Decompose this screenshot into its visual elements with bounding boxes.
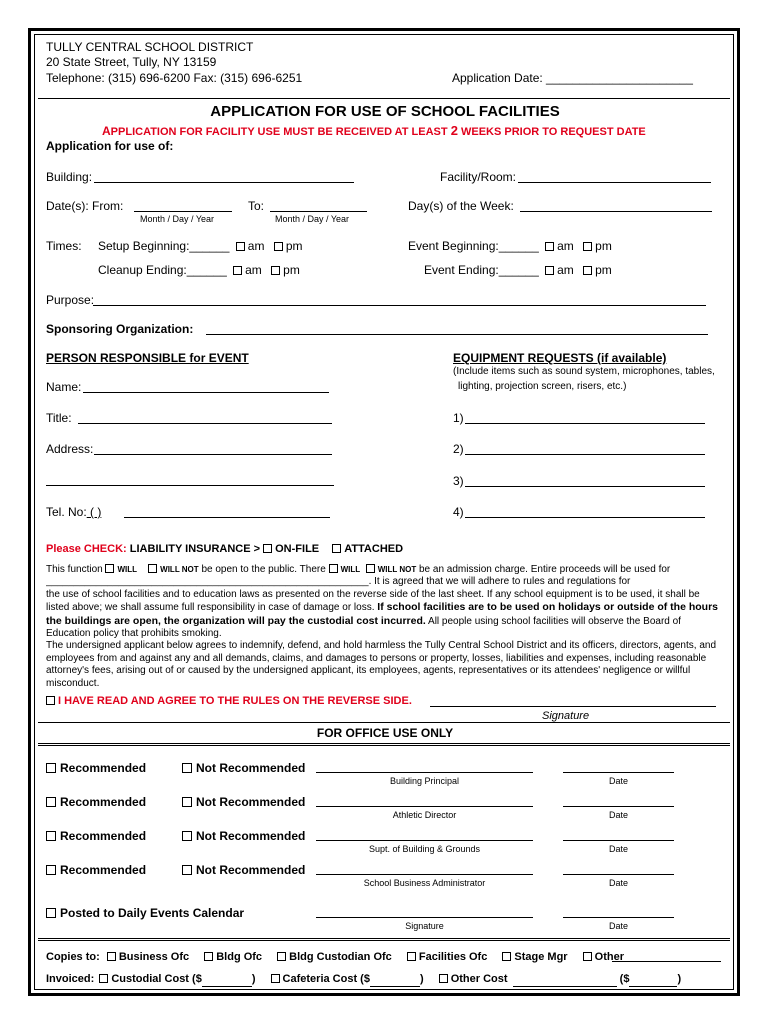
date-label-athletic-director: Date bbox=[608, 810, 628, 820]
recommended-label: Recommended bbox=[60, 795, 147, 809]
event-beginning-label: Event Beginning:______ bbox=[408, 239, 539, 253]
tel-row bbox=[46, 505, 101, 519]
cleanup-ending-row bbox=[98, 263, 300, 277]
copy-stage-mgr-checkbox[interactable] bbox=[502, 952, 511, 961]
equipment-item-3-input[interactable] bbox=[465, 486, 705, 487]
custodial-cost-input[interactable] bbox=[202, 972, 252, 987]
date-label-building-principal: Date bbox=[608, 776, 628, 786]
copy-bldg-custodian-checkbox[interactable] bbox=[277, 952, 286, 961]
recommended-option bbox=[46, 761, 146, 775]
terms-text: listed above; we shall assume full responsibility in case of damage or loss. bbox=[46, 602, 378, 614]
other-cost-label: Other Cost bbox=[450, 973, 508, 985]
pm-label: pm bbox=[283, 263, 300, 277]
cleanup-ending-label: Cleanup Ending:______ bbox=[98, 263, 227, 277]
equipment-item-4-input[interactable] bbox=[465, 517, 705, 518]
attached-checkbox[interactable] bbox=[332, 544, 341, 553]
equipment-item-2-label: 2) bbox=[453, 442, 464, 456]
tel-label: Tel. No: bbox=[46, 505, 87, 519]
will-not-open-checkbox[interactable] bbox=[148, 564, 157, 573]
please-check-colon: : bbox=[123, 543, 127, 555]
posted-row bbox=[46, 906, 244, 920]
other-cost-input[interactable] bbox=[629, 972, 677, 987]
copy-other-label: Other bbox=[594, 951, 624, 963]
purpose-label: Purpose: bbox=[46, 293, 95, 307]
agree-row bbox=[46, 694, 412, 708]
recommended-label: Recommended bbox=[60, 863, 147, 877]
event-end-pm-checkbox[interactable] bbox=[583, 266, 592, 275]
notice-number: 2 bbox=[450, 123, 458, 138]
will-label: WILL bbox=[117, 565, 138, 574]
dates-from-label: Date(s): From: bbox=[46, 199, 124, 213]
purpose-input[interactable] bbox=[93, 305, 706, 306]
invoiced-label: Invoiced: bbox=[46, 973, 95, 985]
event-ending-label: Event Ending:______ bbox=[424, 263, 539, 277]
event-ending-row bbox=[424, 263, 612, 277]
facility-room-input[interactable] bbox=[518, 182, 711, 183]
cleanup-pm-checkbox[interactable] bbox=[271, 266, 280, 275]
building-label: Building: bbox=[46, 170, 93, 184]
copy-business-ofc-checkbox[interactable] bbox=[107, 952, 116, 961]
date-line-building-principal[interactable] bbox=[563, 772, 674, 773]
copy-other-checkbox[interactable] bbox=[583, 952, 592, 961]
other-cost-close: ) bbox=[677, 973, 682, 985]
notice-text: PPLICATION FOR FACILITY USE MUST BE RECEIVED AT LEAST bbox=[110, 126, 451, 138]
sponsoring-organization-input[interactable] bbox=[206, 334, 708, 335]
terms-text: This function bbox=[46, 564, 106, 575]
days-of-week-label: Day(s) of the Week: bbox=[408, 199, 514, 213]
on-file-label: ON-FILE bbox=[275, 543, 320, 555]
signature-label: Signature bbox=[542, 710, 590, 722]
notice-first-letter: A bbox=[102, 124, 111, 138]
copies-divider bbox=[38, 938, 730, 941]
name-label: Name: bbox=[46, 380, 82, 394]
terms-bold-text: If school facilities are to be used on holidays or outside of the hours bbox=[377, 601, 718, 614]
posted-date-line[interactable] bbox=[563, 917, 674, 918]
pm-label: pm bbox=[595, 263, 612, 277]
custodial-cost-label: Custodial Cost ($ bbox=[111, 973, 202, 985]
address-input-1[interactable] bbox=[94, 454, 332, 455]
equipment-item-2-input[interactable] bbox=[465, 454, 705, 455]
pm-label: pm bbox=[285, 239, 303, 253]
not-recommended-option bbox=[182, 829, 305, 843]
title-label: Title: bbox=[46, 411, 72, 425]
am-label: am bbox=[557, 239, 574, 253]
recommended-checkbox-building-principal[interactable] bbox=[46, 763, 56, 773]
equipment-item-4-label: 4) bbox=[453, 505, 464, 519]
office-double-divider bbox=[38, 743, 730, 746]
cafeteria-cost-close: ) bbox=[419, 973, 424, 985]
proceeds-line[interactable]: __________________________________________________________. It is agreed that we will adhere to rules and regulations for bbox=[46, 576, 631, 588]
copies-row bbox=[46, 950, 624, 964]
office-use-heading: FOR OFFICE USE ONLY bbox=[316, 726, 454, 740]
terms-text: All people using school facilities will observe the Board of bbox=[425, 615, 681, 627]
am-label: am bbox=[557, 263, 574, 277]
terms-text: be open to the public. There bbox=[198, 564, 329, 575]
cafeteria-cost-input[interactable] bbox=[370, 972, 420, 987]
recommended-checkbox-school-business-admin[interactable] bbox=[46, 865, 56, 875]
not-recommended-label: Not Recommended bbox=[196, 795, 306, 809]
copy-facilities-ofc-checkbox[interactable] bbox=[407, 952, 416, 961]
signature-line-athletic-director[interactable] bbox=[316, 806, 533, 807]
times-label: Times: bbox=[46, 239, 82, 253]
application-date-field[interactable]: Application Date: ______________________ bbox=[452, 71, 693, 85]
custodial-cost-close: ) bbox=[251, 973, 256, 985]
recommended-option bbox=[46, 863, 146, 877]
district-name: TULLY CENTRAL SCHOOL DISTRICT bbox=[46, 40, 254, 54]
recommended-checkbox-supt-building-grounds[interactable] bbox=[46, 831, 56, 841]
not-recommended-label: Not Recommended bbox=[196, 829, 306, 843]
role-label-building-principal: Building Principal bbox=[389, 776, 460, 786]
posted-signature-label: Signature bbox=[405, 921, 444, 931]
tel-input[interactable] bbox=[124, 517, 330, 518]
date-line-athletic-director[interactable] bbox=[563, 806, 674, 807]
recommended-label: Recommended bbox=[60, 761, 147, 775]
copy-facilities-ofc-label: Facilities Ofc bbox=[418, 951, 488, 963]
to-date-format: Month / Day / Year bbox=[275, 214, 350, 224]
cleanup-am-checkbox[interactable] bbox=[233, 266, 242, 275]
notice bbox=[102, 124, 646, 139]
copy-stage-mgr-label: Stage Mgr bbox=[514, 951, 568, 963]
terms-text: the use of school facilities and to education laws as presented on the reverse side of the last sheet. If any school equipment is to be used, it shall be bbox=[46, 588, 700, 600]
invoiced-row bbox=[46, 972, 681, 987]
recommended-checkbox-athletic-director[interactable] bbox=[46, 797, 56, 807]
other-cost-desc-input[interactable] bbox=[513, 972, 617, 987]
equipment-note-2: lighting, projection screen, risers, etc.) bbox=[458, 381, 627, 392]
will-open-checkbox[interactable] bbox=[105, 564, 114, 573]
address-label: Address: bbox=[46, 442, 94, 456]
am-label: am bbox=[247, 239, 265, 253]
not-recommended-option bbox=[182, 863, 305, 877]
will-not-charge-checkbox[interactable] bbox=[366, 564, 375, 573]
attached-label: ATTACHED bbox=[344, 543, 404, 555]
other-cost-dollar: ($ bbox=[619, 973, 630, 985]
signature-line-school-business-admin[interactable] bbox=[316, 874, 533, 875]
date-to-input[interactable] bbox=[270, 211, 367, 212]
building-input[interactable] bbox=[94, 182, 354, 183]
role-label-supt-building-grounds: Supt. of Building & Grounds bbox=[368, 844, 481, 854]
not-recommended-label: Not Recommended bbox=[196, 863, 306, 877]
will-charge-checkbox[interactable] bbox=[329, 564, 338, 573]
terms-text: Education policy that prohibits smoking. bbox=[46, 628, 222, 640]
office-divider bbox=[38, 722, 730, 723]
recommended-label: Recommended bbox=[60, 829, 147, 843]
address-input-2[interactable] bbox=[46, 485, 334, 486]
copy-other-input[interactable] bbox=[612, 961, 721, 962]
application-for-use-label: Application for use of: bbox=[46, 139, 174, 153]
page-title: APPLICATION FOR USE OF SCHOOL FACILITIES bbox=[210, 103, 560, 120]
equipment-item-1-label: 1) bbox=[453, 411, 464, 425]
not-recommended-option bbox=[182, 761, 305, 775]
not-recommended-option bbox=[182, 795, 305, 809]
date-line-supt-building-grounds[interactable] bbox=[563, 840, 674, 841]
district-address: 20 State Street, Tully, NY 13159 bbox=[46, 55, 217, 69]
posted-date-label: Date bbox=[608, 921, 628, 931]
date-label-school-business-admin: Date bbox=[608, 878, 628, 888]
custodial-cost-checkbox[interactable] bbox=[99, 974, 108, 983]
copy-bldg-ofc-label: Bldg Ofc bbox=[216, 951, 263, 963]
liability-insurance-label: LIABILITY INSURANCE > bbox=[126, 543, 264, 555]
equipment-note-1: (Include items such as sound system, microphones, tables, bbox=[453, 366, 715, 377]
event-end-am-checkbox[interactable] bbox=[545, 266, 554, 275]
signature-line-supt-building-grounds[interactable] bbox=[316, 840, 533, 841]
on-file-checkbox[interactable] bbox=[263, 544, 272, 553]
posted-label: Posted to Daily Events Calendar bbox=[60, 906, 245, 920]
signature-line-building-principal[interactable] bbox=[316, 772, 533, 773]
posted-checkbox[interactable] bbox=[46, 908, 56, 918]
sponsoring-organization-label: Sponsoring Organization: bbox=[46, 322, 194, 336]
copy-business-ofc-label: Business Ofc bbox=[118, 951, 190, 963]
setup-am-checkbox[interactable] bbox=[236, 242, 245, 251]
title-input[interactable] bbox=[78, 423, 332, 424]
role-label-athletic-director: Athletic Director bbox=[392, 810, 457, 820]
am-label: am bbox=[245, 263, 262, 277]
date-from-input[interactable] bbox=[134, 211, 232, 212]
other-cost-checkbox[interactable] bbox=[439, 974, 448, 983]
please-check-label: Please CHECK bbox=[46, 543, 124, 555]
event-begin-am-checkbox[interactable] bbox=[545, 242, 554, 251]
recommended-option bbox=[46, 829, 146, 843]
tel-area-code[interactable]: ( ) bbox=[86, 505, 102, 519]
liability-row bbox=[46, 542, 403, 556]
from-date-format: Month / Day / Year bbox=[140, 214, 215, 224]
copies-label: Copies to: bbox=[46, 951, 100, 963]
date-label-supt-building-grounds: Date bbox=[608, 844, 628, 854]
applicant-signature-line[interactable] bbox=[430, 706, 716, 707]
title-divider bbox=[38, 98, 730, 99]
recommended-option bbox=[46, 795, 146, 809]
event-beginning-row bbox=[408, 239, 612, 253]
copy-bldg-custodian-label: Bldg Custodian Ofc bbox=[289, 951, 392, 963]
equipment-heading: EQUIPMENT REQUESTS (if available) bbox=[453, 351, 667, 365]
not-recommended-checkbox-building-principal[interactable] bbox=[182, 763, 192, 773]
role-label-school-business-admin: School Business Administrator bbox=[363, 878, 486, 888]
terms-text: be an admission charge. Entire proceeds will be used for bbox=[416, 564, 671, 575]
terms-paragraph bbox=[46, 564, 726, 690]
setup-pm-checkbox[interactable] bbox=[274, 242, 283, 251]
equipment-item-1-input[interactable] bbox=[465, 423, 705, 424]
not-recommended-label: Not Recommended bbox=[196, 761, 306, 775]
indemnify-text: The undersigned applicant below agrees to indemnify, defend, and hold harmless the Tully Central School District and its officers, directors, agents, and employees from and against any and all demands, claims, and damages to persons or property, losses, liabilities and expenses, including reasonable attorney's fees, arising out of or caused by the undersigned applicant, its employees, agents, representatives or its attendees' negligence or willful misconduct. bbox=[46, 640, 716, 689]
person-responsible-heading: PERSON RESPONSIBLE for EVENT bbox=[46, 351, 249, 365]
not-recommended-checkbox-athletic-director[interactable] bbox=[182, 797, 192, 807]
setup-beginning-label: Setup Beginning:______ bbox=[98, 239, 230, 253]
notice-end: WEEKS PRIOR TO REQUEST DATE bbox=[457, 126, 646, 138]
facility-room-label: Facility/Room: bbox=[440, 170, 517, 184]
will-not-label: WILL NOT bbox=[160, 565, 199, 574]
district-phone: Telephone: (315) 696-6200 Fax: (315) 696-6251 bbox=[46, 71, 303, 85]
cafeteria-cost-label: Cafeteria Cost ($ bbox=[282, 973, 370, 985]
not-recommended-checkbox-supt-building-grounds[interactable] bbox=[182, 831, 192, 841]
pm-label: pm bbox=[595, 239, 612, 253]
agree-checkbox[interactable] bbox=[46, 696, 55, 705]
equipment-item-3-label: 3) bbox=[453, 474, 464, 488]
posted-signature-line[interactable] bbox=[316, 917, 533, 918]
days-of-week-input[interactable] bbox=[520, 211, 712, 212]
not-recommended-checkbox-school-business-admin[interactable] bbox=[182, 865, 192, 875]
date-to-label: To: bbox=[248, 199, 265, 213]
will-label: WILL bbox=[340, 565, 361, 574]
will-not-label: WILL NOT bbox=[377, 565, 417, 574]
date-line-school-business-admin[interactable] bbox=[563, 874, 674, 875]
copy-bldg-ofc-checkbox[interactable] bbox=[204, 952, 213, 961]
setup-beginning-row bbox=[98, 239, 302, 253]
cafeteria-cost-checkbox[interactable] bbox=[271, 974, 280, 983]
agree-label: I HAVE READ AND AGREE TO THE RULES ON THE REVERSE SIDE. bbox=[58, 695, 412, 707]
terms-bold-text: the buildings are open, the organization will pay the custodial cost incurred. bbox=[46, 614, 426, 627]
event-begin-pm-checkbox[interactable] bbox=[583, 242, 592, 251]
name-input[interactable] bbox=[83, 392, 329, 393]
